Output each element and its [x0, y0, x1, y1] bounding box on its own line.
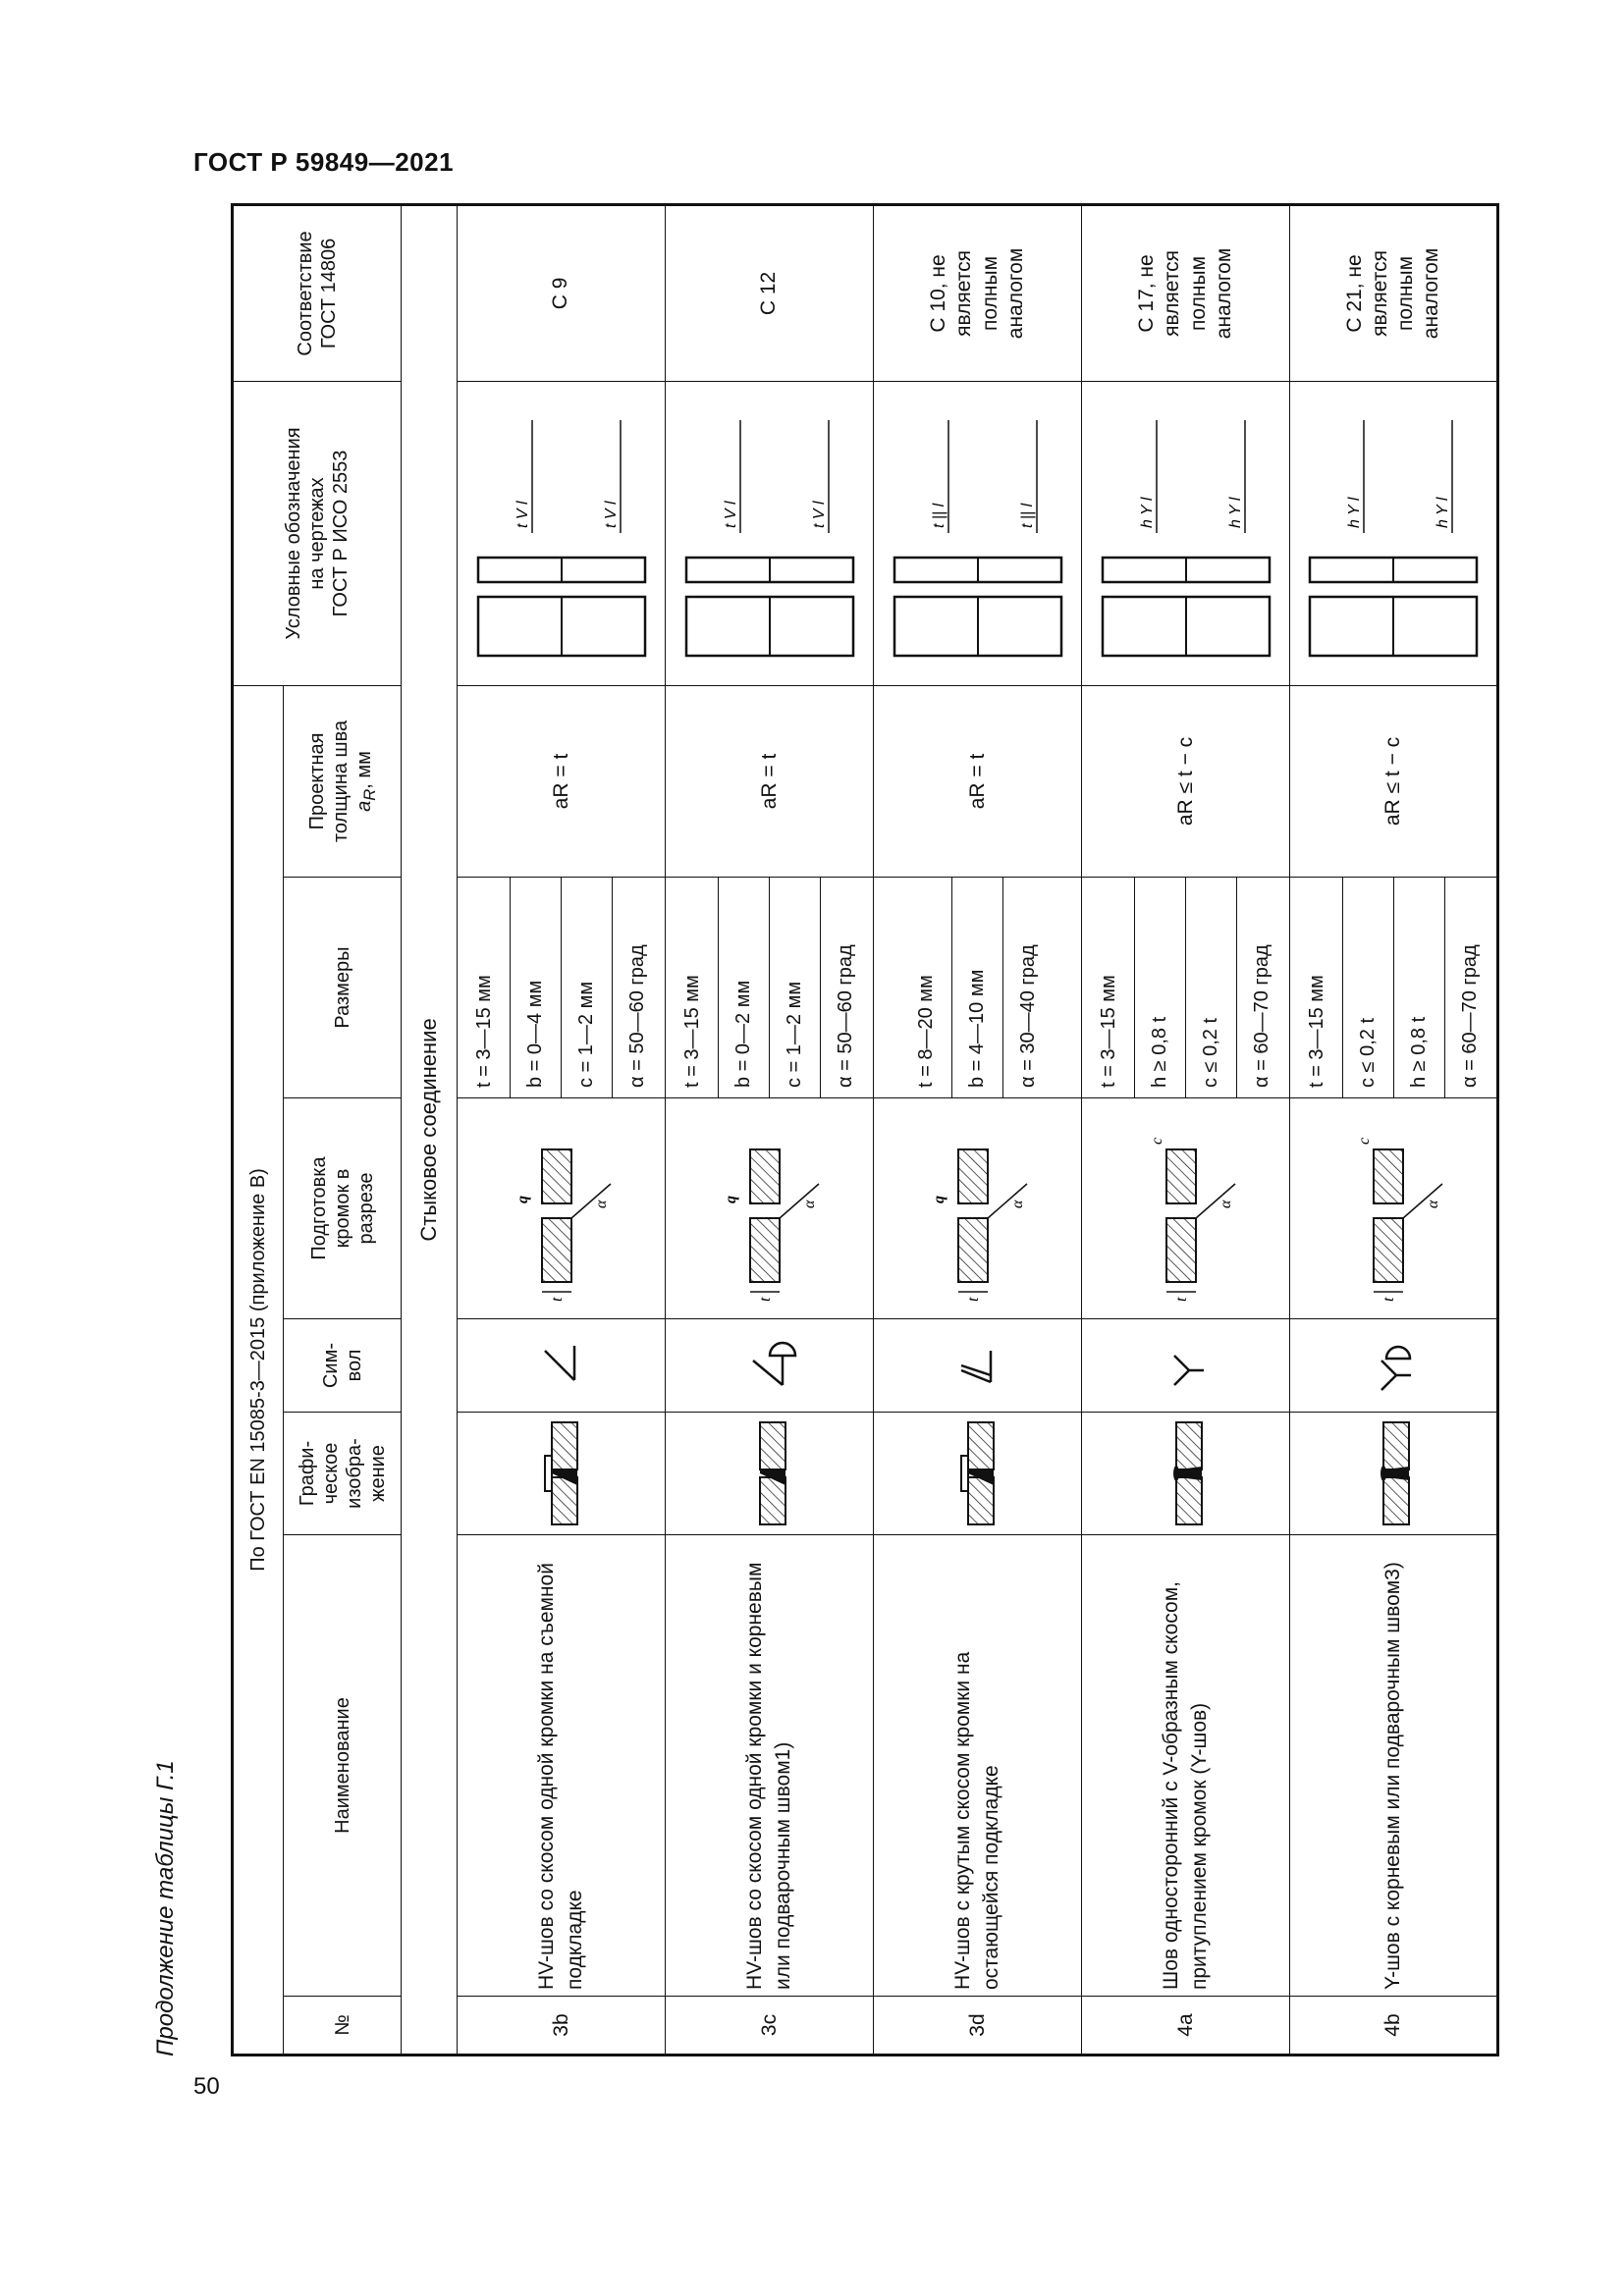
symbol-cell: [1290, 1319, 1498, 1413]
thickness-cell: aR = t: [458, 685, 666, 877]
col-image: Графи- ческое изобра- жение: [284, 1413, 402, 1535]
edge-prep-cell: [874, 1098, 1082, 1319]
dimension-value: b = 0—2 мм: [719, 878, 770, 1097]
document-title: ГОСТ Р 59849—2021: [193, 147, 455, 177]
page-number: 50: [193, 2073, 220, 2100]
graphic-image-cell: [1082, 1413, 1290, 1535]
col-correspondence: Соответствие ГОСТ 14806: [233, 204, 402, 381]
svg-text:t: t: [1172, 1297, 1190, 1302]
svg-text:t: t: [964, 1297, 982, 1302]
row-name: Шов односторонний с V-образным скосом, притуплением кромок (Y-шов): [1082, 1535, 1290, 1997]
graphic-image-cell: [458, 1413, 666, 1535]
row-number: 3b: [458, 1997, 666, 2056]
row-name: HV-шов с крутым скосом кромки на остающейся подкладке: [874, 1535, 1082, 1997]
group-header: По ГОСТ EN 15085-3—2015 (приложение В): [233, 685, 284, 2055]
edge-prep-cell: [458, 1098, 666, 1319]
svg-text:h Y l: h Y l: [1226, 498, 1244, 529]
correspondence-cell: С 12: [666, 204, 874, 381]
section-label: Стыковое соединение: [402, 204, 458, 2055]
dimension-value: b = 0—4 мм: [511, 878, 562, 1097]
dimension-value: t = 3—15 мм: [460, 878, 511, 1097]
designation-cell: [1290, 381, 1498, 685]
svg-text:t || l: t || l: [1018, 504, 1036, 529]
correspondence-cell: С 10, не является полным аналогом: [874, 204, 1082, 381]
svg-text:t V l: t V l: [514, 501, 531, 529]
svg-text:h Y l: h Y l: [1435, 498, 1451, 529]
designation-cell: [458, 381, 666, 685]
svg-text:t || l: t || l: [930, 504, 947, 529]
svg-text:q: q: [514, 1196, 531, 1203]
edge-prep-cell: [666, 1098, 874, 1319]
dims-cell: [1290, 878, 1498, 1098]
graphic-image-cell: [1290, 1413, 1498, 1535]
col-prep: Подготовка кромок в разрезе: [284, 1098, 402, 1319]
thickness-cell: aR ≤ t − c: [1082, 685, 1290, 877]
table-row: [666, 204, 874, 2055]
dims-cell: [458, 878, 666, 1098]
designation-cell: [666, 381, 874, 685]
svg-text:h Y l: h Y l: [1346, 498, 1363, 529]
row-name: HV-шов со скосом одной кромки и корневым или подварочным швом1): [666, 1535, 874, 1997]
svg-text:t: t: [756, 1297, 774, 1302]
dimension-value: t = 8—20 мм: [901, 878, 952, 1097]
row-name: Y-шов с корневым или подварочным швом3): [1290, 1535, 1498, 1997]
dimension-value: c ≤ 0,2 t: [1186, 878, 1237, 1097]
dims-cell: [1082, 878, 1290, 1098]
svg-text:α: α: [1217, 1200, 1234, 1208]
svg-text:α: α: [592, 1200, 610, 1208]
col-designation: Условные обозначения на чертежах ГОСТ Р ИСО 2553: [233, 381, 402, 685]
svg-text:t V l: t V l: [810, 501, 828, 529]
row-number: 4b: [1290, 1997, 1498, 2056]
thickness-cell: aR ≤ t − c: [1290, 685, 1498, 877]
symbol-cell: [666, 1319, 874, 1413]
row-number: 3c: [666, 1997, 874, 2056]
svg-text:c: c: [1148, 1137, 1165, 1145]
dimension-value: t = 3—15 мм: [668, 878, 719, 1097]
svg-text:t: t: [548, 1297, 566, 1302]
table-row: [1082, 204, 1290, 2055]
dimension-value: c = 1—2 мм: [770, 878, 821, 1097]
col-dims: Размеры: [284, 878, 402, 1098]
svg-text:q: q: [930, 1196, 947, 1203]
weld-table: [231, 203, 1499, 2056]
col-symbol: Сим- вол: [284, 1319, 402, 1413]
dimension-value: h ≥ 0,8 t: [1135, 878, 1186, 1097]
dimension-value: t = 3—15 мм: [1084, 878, 1135, 1097]
svg-text:α: α: [800, 1200, 818, 1208]
svg-text:t V l: t V l: [722, 501, 739, 529]
dimension-value: α = 60—70 град: [1458, 944, 1481, 1088]
thickness-cell: aR = t: [874, 685, 1082, 877]
designation-cell: [874, 381, 1082, 685]
table-row: [458, 204, 666, 2055]
thickness-cell: aR = t: [666, 685, 874, 877]
dimension-value: α = 50—60 град: [835, 944, 856, 1088]
dimension-value: c ≤ 0,2 t: [1343, 878, 1394, 1097]
dimension-value: α = 60—70 град: [1251, 944, 1272, 1088]
row-number: 3d: [874, 1997, 1082, 2056]
dimension-value: c = 1—2 мм: [562, 878, 613, 1097]
dimension-value: t = 3—15 мм: [1292, 878, 1343, 1097]
symbol-cell: [874, 1319, 1082, 1413]
symbol-cell: [458, 1319, 666, 1413]
svg-text:α: α: [1008, 1200, 1026, 1208]
col-name: Наименование: [284, 1535, 402, 1997]
rotated-table-area: [152, 231, 1507, 2056]
dims-cell: [874, 878, 1082, 1098]
row-name: HV-шов со скосом одной кромки на съемной подкладке: [458, 1535, 666, 1997]
svg-text:α: α: [1425, 1200, 1441, 1208]
table-caption: Продолжение таблицы Г.1: [152, 1760, 179, 2056]
table-row: [874, 204, 1082, 2055]
edge-prep-cell: [1290, 1098, 1498, 1319]
dimension-value: h ≥ 0,8 t: [1394, 878, 1445, 1097]
svg-text:h Y l: h Y l: [1138, 498, 1156, 529]
dims-cell: [666, 878, 874, 1098]
dimension-value: α = 50—60 град: [626, 944, 648, 1088]
row-number: 4a: [1082, 1997, 1290, 2056]
graphic-image-cell: [666, 1413, 874, 1535]
svg-text:q: q: [722, 1196, 739, 1203]
designation-cell: [1082, 381, 1290, 685]
col-num: №: [284, 1997, 402, 2056]
svg-text:t: t: [1380, 1297, 1397, 1302]
svg-text:c: c: [1356, 1137, 1373, 1145]
svg-text:t V l: t V l: [602, 501, 620, 529]
dimension-value: α = 30—40 град: [1017, 944, 1039, 1088]
dimension-value: b = 4—10 мм: [952, 878, 1003, 1097]
symbol-cell: [1082, 1319, 1290, 1413]
correspondence-cell: С 17, не является полным аналогом: [1082, 204, 1290, 381]
correspondence-cell: С 21, не является полным аналогом: [1290, 204, 1498, 381]
graphic-image-cell: [874, 1413, 1082, 1535]
edge-prep-cell: [1082, 1098, 1290, 1319]
table-row: [1290, 204, 1498, 2055]
correspondence-cell: С 9: [458, 204, 666, 381]
col-thickness: Проектная толщина шва $a_R$, мм: [284, 685, 402, 877]
